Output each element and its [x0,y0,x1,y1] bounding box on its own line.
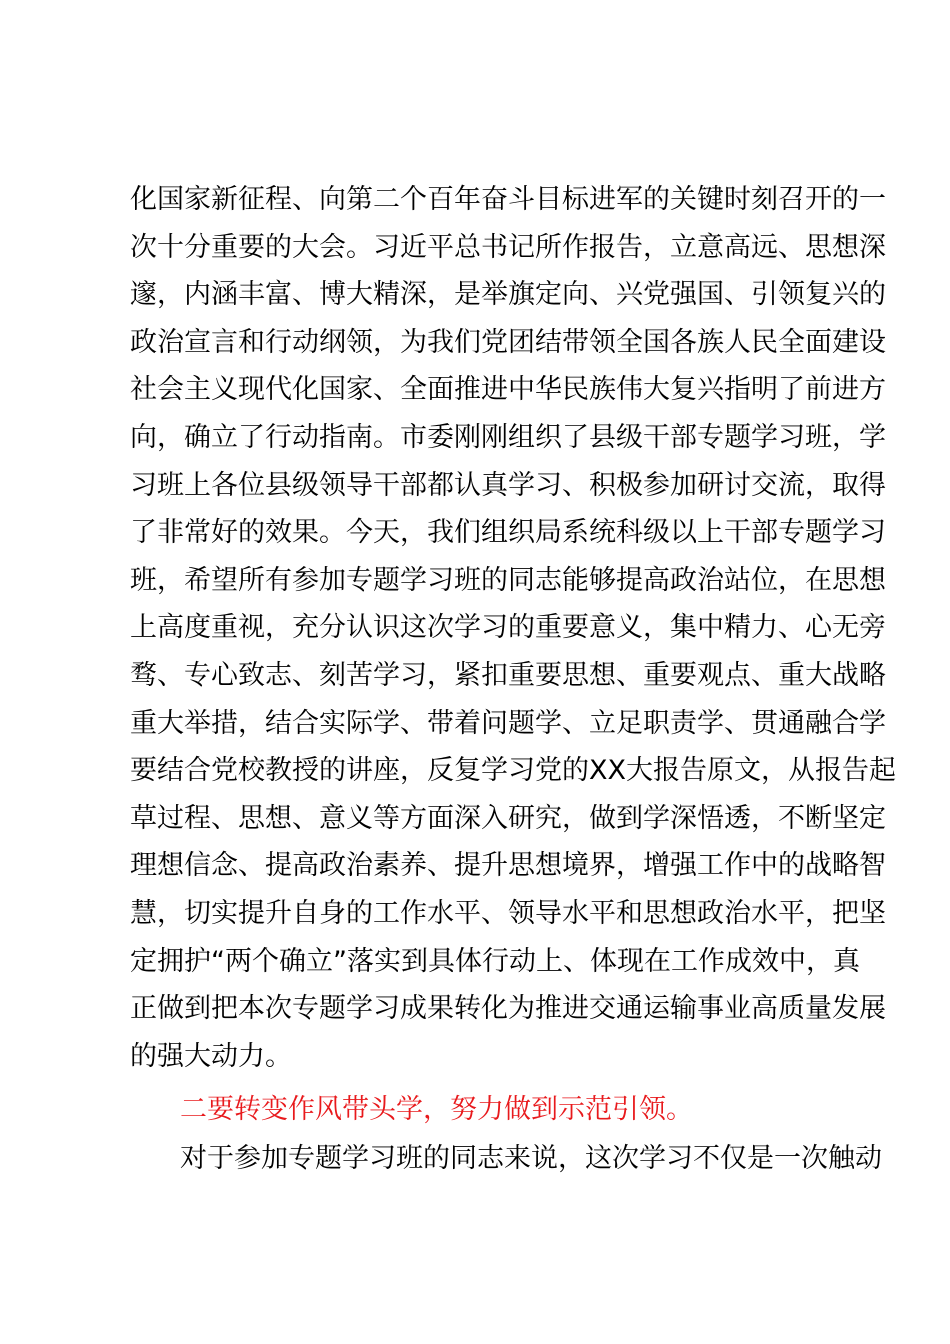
body-paragraph [130,176,896,1080]
body-line-16: 慧，切实提升自身的工作水平、领导水平和思想政治水平，把坚 [130,897,886,929]
body-line-9: 班，希望所有参加专题学习班的同志能够提高政治站位，在思想 [130,564,886,596]
body-line-15: 理想信念、提高政治素养、提升思想境界，增强工作中的战略智 [130,850,886,882]
next-paragraph-line: 对于参加专题学习班的同志来说，这次学习不仅是一次触动 [180,1143,882,1174]
body-line-12: 重大举措，结合实际学、带着问题学、立足职责学、贯通融合学 [130,707,886,739]
body-line-5: 社会主义现代化国家、全面推进中华民族伟大复兴指明了前进方 [130,374,886,406]
body-line-3: 邃，内涵丰富、博大精深，是举旗定向、兴党强国、引领复兴的 [130,279,886,311]
body-line-7: 习班上各位县级领导干部都认真学习、积极参加研讨交流，取得 [130,469,886,501]
body-line-11: 骛、专心致志、刻苦学习，紧扣重要思想、重要观点、重大战略 [130,659,886,691]
body-line-4: 政治宣言和行动纲领，为我们党团结带领全国各族人民全面建设 [130,326,886,358]
body-line-13: 要结合党校教授的讲座，反复学习党的XX大报告原文，从报告起 [130,755,896,787]
body-line-2: 次十分重要的大会。习近平总书记所作报告，立意高远、思想深 [130,231,886,263]
section-heading: 二要转变作风带头学，努力做到示范引领。 [180,1094,693,1125]
body-line-6: 向，确立了行动指南。市委刚刚组织了县级干部专题学习班，学 [130,421,886,453]
body-line-17: 定拥护“两个确立”落实到具体行动上、体现在工作成效中，真 [130,945,860,977]
body-line-10: 上高度重视，充分认识这次学习的重要意义，集中精力、心无旁 [130,612,886,644]
body-line-8: 了非常好的效果。今天，我们组织局系统科级以上干部专题学习 [130,517,886,549]
body-line-18: 正做到把本次专题学习成果转化为推进交通运输事业高质量发展 [130,993,886,1025]
body-line-19: 的强大动力。 [130,1040,292,1072]
body-line-14: 草过程、思想、意义等方面深入研究，做到学深悟透，不断坚定 [130,802,886,834]
body-line-1: 化国家新征程、向第二个百年奋斗目标进军的关键时刻召开的一 [130,184,886,215]
